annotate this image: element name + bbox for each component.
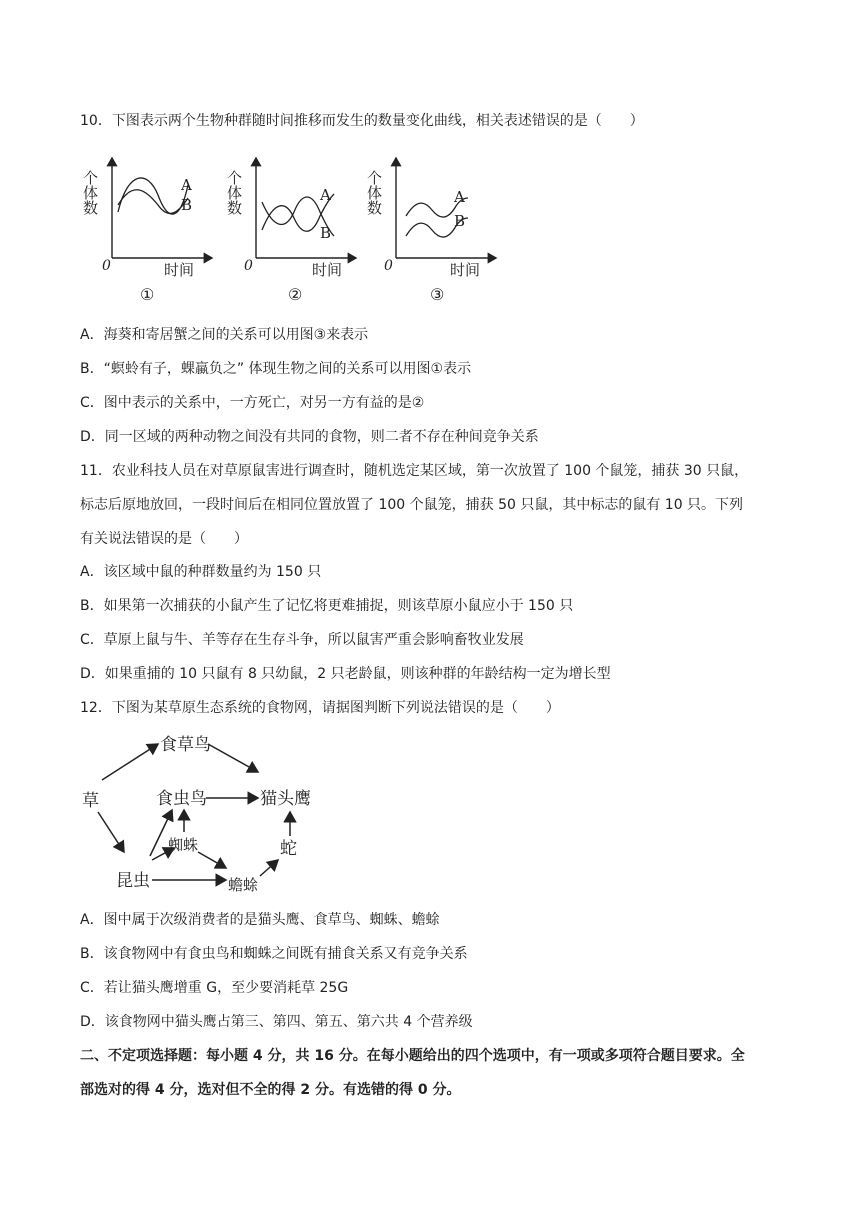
q11-option-d: D．如果重捕的 10 只鼠有 8 只幼鼠，2 只老龄鼠，则该种群的年龄结构一定为增长型 (80, 666, 611, 682)
q11-option-b: B．如果第一次捕获的小鼠产生了记忆将更难捕捉，则该草原小鼠应小于 150 只 (80, 598, 574, 614)
graph-2-ylabel: 个体数 (225, 170, 243, 215)
graph-2-origin: 0 (244, 258, 253, 274)
q11-stem-line-2: 标志后原地放回，一段时间后在相同位置放置了 100 个鼠笼，捕获 50 只鼠，其中标志的鼠有 10 只。下列 (80, 497, 744, 513)
section2-heading-line-1: 二、不定项选择题：每小题 4 分，共 16 分。在每小题给出的四个选项中，有一项或多项符合题目要求。全 (80, 1048, 745, 1064)
food-web-spider: 蜘蛛 (168, 836, 199, 854)
food-web-herbivorous-bird: 食草鸟 (160, 735, 211, 755)
food-web-insect: 昆虫 (116, 871, 150, 891)
food-web-toad: 蟾蜍 (228, 876, 259, 894)
graph-3-xlabel: 时间 (450, 261, 481, 279)
q11-option-c: C．草原上鼠与牛、羊等存在生存斗争，所以鼠害严重会影响畜牧业发展 (80, 632, 524, 648)
q10-option-c: C．图中表示的关系中，一方死亡，对另一方有益的是② (80, 395, 425, 411)
food-web-insectivorous-bird: 食虫鸟 (156, 789, 207, 809)
food-web-diagram (80, 728, 330, 898)
graph-2 (225, 150, 362, 310)
graph-1-series-a: A (181, 176, 192, 194)
q11-stem-line-1: 11．农业科技人员在对草原鼠害进行调查时，随机选定某区域，第一次放置了 100 个鼠笼，捕获 30 只鼠， (80, 463, 749, 479)
q12-stem: 12．下图为某草原生态系统的食物网，请据图判断下列说法错误的是（ ） (80, 700, 560, 716)
graph-1-origin: 0 (102, 258, 111, 274)
graph-3-number: ③ (430, 285, 445, 304)
graph-3-ylabel: 个体数 (365, 170, 383, 215)
q11-stem-line-3: 有关说法错误的是（ ） (80, 531, 248, 547)
graph-3-series-a: A (454, 188, 465, 206)
graph-1-xlabel: 时间 (164, 261, 195, 279)
graph-3-origin: 0 (384, 258, 393, 274)
graph-2-number: ② (288, 285, 303, 304)
graph-2-series-a: A (320, 186, 331, 204)
section2-heading-line-2: 部选对的得 4 分，选对但不全的得 2 分。有选错的得 0 分。 (80, 1082, 461, 1098)
q10-option-b: B．“螟蛉有子，蜾蠃负之” 体现生物之间的关系可以用图①表示 (80, 361, 472, 377)
q12-option-d: D．该食物网中猫头鹰占第三、第四、第五、第六共 4 个营养级 (80, 1014, 473, 1030)
q10-option-d: D．同一区域的两种动物之间没有共同的食物，则二者不存在种间竞争关系 (80, 429, 539, 445)
food-web-snake: 蛇 (280, 839, 297, 859)
graph-1 (81, 150, 218, 310)
food-web-owl: 猫头鹰 (260, 789, 311, 809)
q10-stem: 10．下图表示两个生物种群随时间推移而发生的数量变化曲线，相关表述错误的是（ ） (80, 113, 644, 129)
graph-1-number: ① (140, 285, 155, 304)
q11-option-a: A．该区域中鼠的种群数量约为 150 只 (80, 564, 322, 580)
graph-2-xlabel: 时间 (312, 261, 343, 279)
graph-2-series-b: B (320, 224, 332, 242)
graph-1-series-b: B (181, 196, 193, 214)
graph-3-series-b: B (454, 212, 466, 230)
q12-option-c: C．若让猫头鹰增重 G，至少要消耗草 25G (80, 980, 349, 996)
graph-3 (365, 150, 502, 310)
q12-option-a: A．图中属于次级消费者的是猫头鹰、食草鸟、蜘蛛、蟾蜍 (80, 912, 440, 928)
graph-1-ylabel-1: 个体数 (81, 170, 99, 215)
food-web-grass: 草 (82, 791, 99, 811)
q12-option-b: B．该食物网中有食虫鸟和蜘蛛之间既有捕食关系又有竞争关系 (80, 946, 468, 962)
q10-option-a: A．海葵和寄居蟹之间的关系可以用图③来表示 (80, 327, 369, 343)
